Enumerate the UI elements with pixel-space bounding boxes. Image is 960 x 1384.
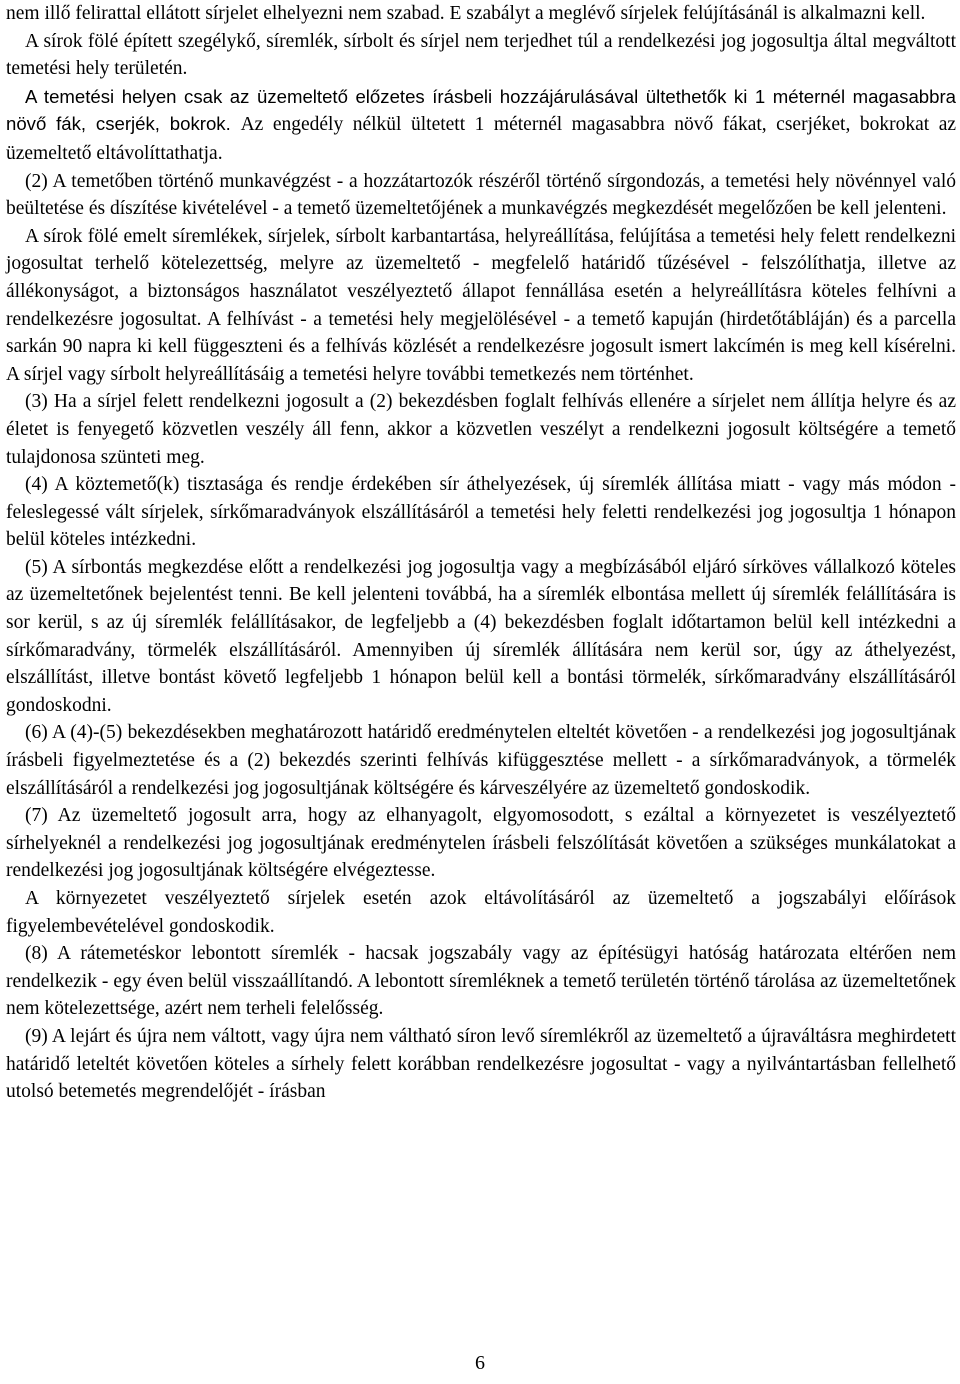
paragraph-szegelyko: A sírok fölé épített szegélykő, síremlék, sírbolt és sírjel nem terjedhet túl a rendelkezési jog jogosultja által megváltott temetési hely területén. <box>6 30 956 80</box>
text-ultetes-eltavolitas: Az engedély nélkül ültetett 1 méternél magasabbra növő fákat, cserjéket, bokrokat az üzemeltető eltávolíttathatja. <box>6 114 956 164</box>
page-number: 6 <box>475 1352 485 1374</box>
paragraph-section-2: (2) A temetőben történő munkavégzést - a hozzátartozók részéről történő sírgondozás, a temetési hely növénnyel való beültetése és díszítése kivételével - a temető üzemeltetőjének a munkavégzés megkezdését megelőzően be kell jelenteni. <box>6 170 956 220</box>
paragraph-section-7: (7) Az üzemeltető jogosult arra, hogy az elhanyagolt, elgyomosodott, s ezáltal a környezetet is veszélyeztető sírhelyeknél a rendelkezési jog jogosultjának eredménytelen írásbeli felszólítását követően a szükséges munkálatokat a rendelkezési jog jogosultjának költségére elvégeztesse. <box>6 805 956 882</box>
paragraph-section-9: (9) A lejárt és újra nem váltott, vagy újra nem váltható síron levő síremlékről az üzemeltető a újraváltásra meghirdetett határidő leteltét követően köteles a sírhely felett korábban rendelkezésre jogosultat - vagy a nyilvántartásban fellelhető utolsó betemetés megrendelőjét - írásban <box>6 1025 956 1103</box>
paragraph-section-8: (8) A rátemetéskor lebontott síremlék - hacsak jogszabály vagy az építésügyi hatóság határozata eltérően nem rendelkezik - egy éven belül visszaállítandó. A lebontott síremléknek a temető területén történő tárolása az üzemeltetőnek nem kötelezettsége, azért nem terheli felelősség. <box>6 943 956 1020</box>
paragraph-section-6: (6) A (4)-(5) bekezdésekben meghatározott határidő eredménytelen elteltét követően - a rendelkezési jog jogosultjának írásbeli figyelmeztetése és a (2) bekezdés szerinti felhívás kifüggesztése mellett - a sírkőmaradványok, a törmelék elszállításáról a rendelkezési jog jogosultjának költségére és kárveszélyére az üzemeltető gondoskodik. <box>6 722 956 799</box>
paragraph-kornyezet: A környezetet veszélyeztető sírjelek esetén azok eltávolításáról az üzemeltető a jogszabályi előírások figyelembevételével gondoskodik. <box>6 888 956 937</box>
document-page <box>6 0 956 1106</box>
paragraph-ultetes <box>6 83 956 168</box>
paragraph-sirjel-felirat: nem illő felirattal ellátott sírjelet elhelyezni nem szabad. E szabályt a meglévő sírjelek felújításánál is alkalmazni kell. <box>6 3 926 24</box>
paragraph-section-4: (4) A köztemető(k) tisztasága és rendje érdekében sír áthelyezések, új síremlék állítása miatt - vagy más módon - feleslegessé vált sírjelek, sírkőmaradványok elszállításáról a temetési hely feletti rendelkezési jog jogosultja 1 hónapon belül köteles intézkedni. <box>6 474 956 551</box>
text-ultetes-engedely: A temetési helyen csak az üzemeltető előzetes írásbeli hozzájárulásával ültethetők ki 1 méternél magasabbra növő fák, cserjék, bokrok. <box>6 85 956 135</box>
paragraph-section-5: (5) A sírbontás megkezdése előtt a rendelkezési jog jogosultja vagy a megbízásából eljáró sírköves vállalkozó köteles az üzemeltetőnek bejelentést tenni. Be kell jelenteni továbbá, ha a síremlék elbontása mellett új síremlék felállítására is sor kerül, s az új síremlék felállításakor, de legfeljebb a (4) bekezdésben foglalt időtartamon belül kell intézkedni a sírkőmaradvány, törmelék elszállításáról. Amennyiben új síremlék állítására nem kerül sor, úgy az áthelyezést, elszállítást, illetve bontást követő legfeljebb 1 hónapon belül kell a bontási törmelék, sírkőmaradvány elszállításáról gondoskodni. <box>6 556 956 716</box>
paragraph-karbantartas: A sírok fölé emelt síremlékek, sírjelek, sírbolt karbantartása, helyreállítása, felújítása a temetési hely felett rendelkezni jogosultat terhelő kötelezettség, melyre az üzemeltető - megfelelő határidő tűzésével - felszólíthatja, illetve az állékonyságot, a biztonságos használatot veszélyeztető állapot fennállása esetén a helyreállításra köteles felhívni a rendelkezésre jogosultat. A felhívást - a temetési hely megjelölésével - a temető kapuján (hirdetőtábláján) és a parcella sarkán 90 napra ki kell függeszteni és a felhívás közlését a rendelkezésre jogosult ismert lakcímén is meg kell kísérelni. A sírjel vagy sírbolt helyreállításáig a temetési helyre további temetkezés nem történhet. <box>6 225 956 385</box>
paragraph-section-3: (3) Ha a sírjel felett rendelkezni jogosult a (2) bekezdésben foglalt felhívás ellenére a sírjelet nem állítja helyre és az életet is fenyegető közvetlen veszély áll fenn, akkor a közvetlen veszélyt a rendelkezni jogosult költségére a temető tulajdonosa szünteti meg. <box>6 391 956 468</box>
